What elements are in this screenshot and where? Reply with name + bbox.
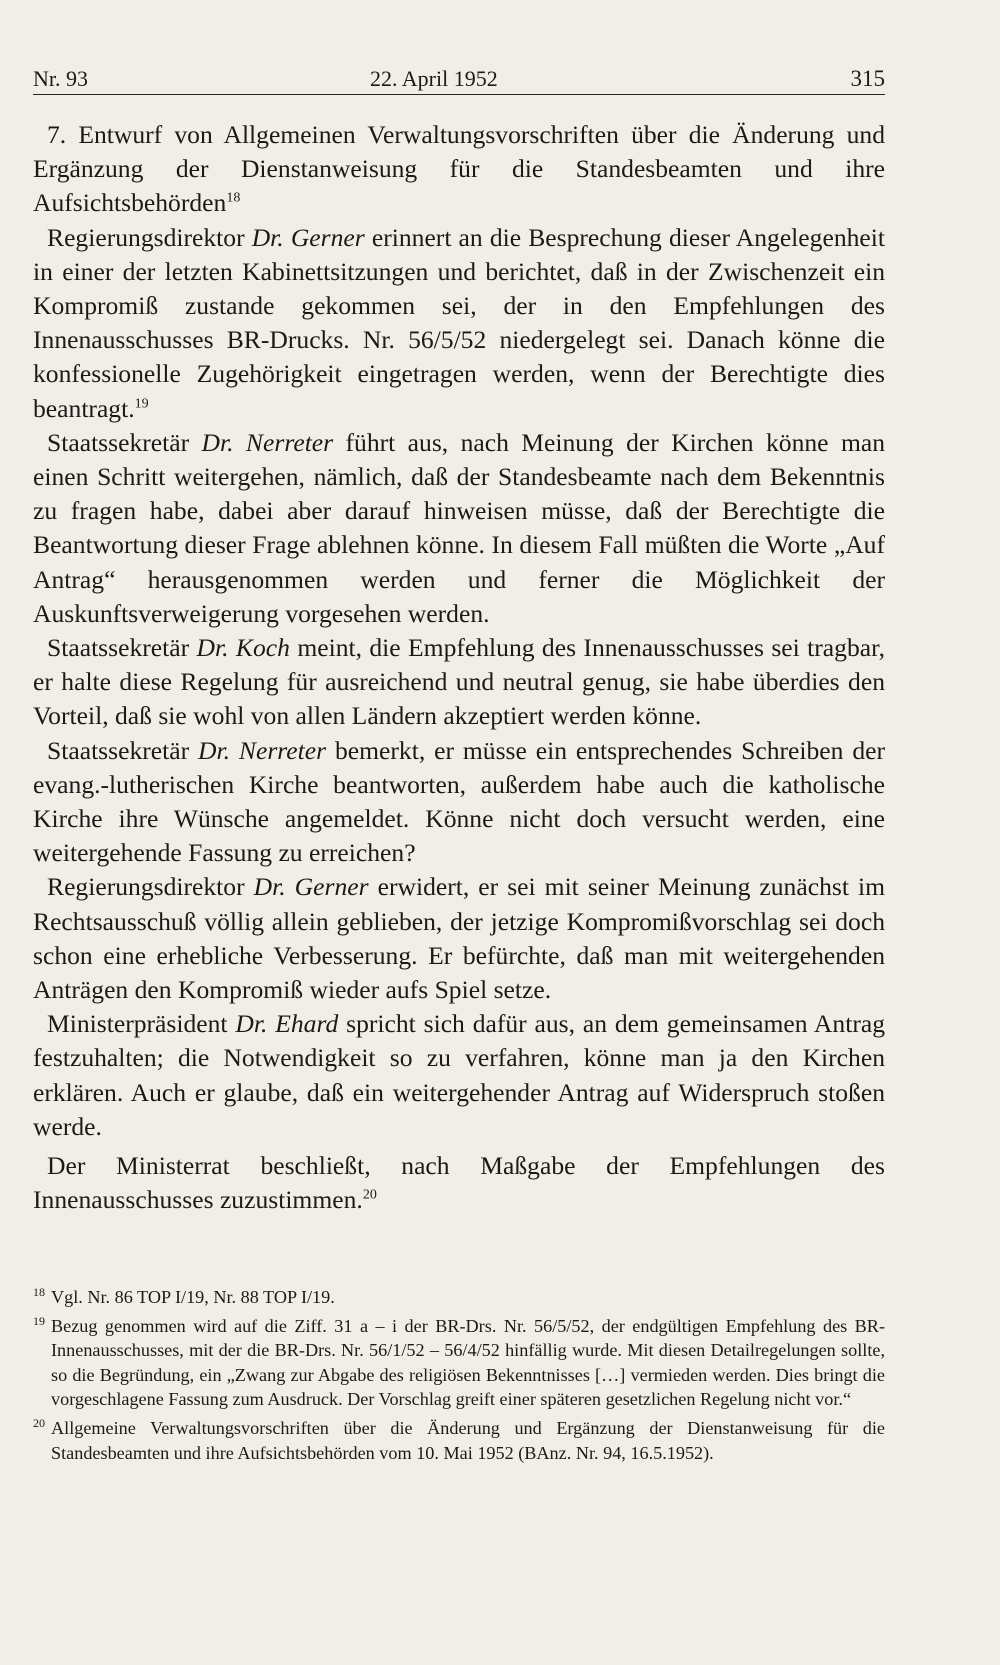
footnote-ref: 20 (362, 1187, 377, 1203)
paragraph: Staatssekretär Dr. Koch meint, die Empfehlung des Innenausschusses sei tragbar, er halte diese Regelung für ausreichend und neutral genug, sie habe überdies den Vorteil, daß sie wohl von allen Ländern akzeptiert werden könne. (33, 633, 885, 731)
page-header (33, 58, 885, 95)
page-number: 315 (850, 66, 885, 91)
speaker-name: Dr. Ehard (235, 1009, 339, 1039)
footnote-text: Vgl. Nr. 86 TOP I/19, Nr. 88 TOP I/19. (51, 1287, 335, 1307)
footnote-mark: 19 (33, 1313, 45, 1328)
footnote-ref: 18 (226, 190, 241, 206)
footnote (33, 1285, 885, 1310)
body-text (33, 118, 885, 1218)
paragraph: Ministerpräsident Dr. Ehard spricht sich dafür aus, an dem gemeinsamen Antrag festzuhalten; die Notwendigkeit so zu verfahren, könne man ja den Kirchen erklären. Auch er glaube, daß ein weitergehender Antrag auf Widerspruch stoßen werde. (33, 1009, 886, 1141)
footnote (33, 1416, 885, 1465)
footnote-text: Allgemeine Verwaltungsvorschriften über die Änderung und Ergänzung der Dienstanweisung für die Standesbeamten und ihre Aufsichtsbehörden vom 10. Mai 1952 (BAnz. Nr. 94, 16.5.1952). (51, 1417, 885, 1463)
footnote-mark: 18 (33, 1285, 45, 1299)
paragraph: Regierungsdirektor Dr. Gerner erinnert an die Besprechung dieser Angelegenheit in einer der letzten Kabinettsitzungen und berichtet, daß in der Zwischenzeit ein Kompromiß zustande gekommen sei, der in den Empfehlungen des Innenausschusses BR-Drucks. Nr. 56/5/52 niedergelegt sei. Danach könne die konfessionelle Zugehörigkeit eingetragen werden, wenn der Berechtigte dies beantragt.$^{19}$ (33, 222, 885, 423)
speaker-name: Dr. Gerner (251, 222, 365, 252)
agenda-item-title: 7. Entwurf von Allgemeinen Verwaltungsvorschriften über die Änderung und Ergänzung der Dienstanweisung für die Standesbeamten und ihre Aufsichtsbehörden$^{18}$ (33, 120, 885, 218)
footnotes (33, 1285, 885, 1469)
speaker-name: Dr. Nerreter (201, 427, 334, 457)
speaker-name: Dr. Gerner (253, 872, 369, 902)
footnote (33, 1314, 885, 1412)
header-date: 22. April 1952 (370, 66, 498, 91)
footnote-mark: 20 (33, 1415, 45, 1430)
speaker-name: Dr. Nerreter (198, 735, 327, 765)
paragraph: Staatssekretär Dr. Nerreter bemerkt, er müsse ein entsprechendes Schreiben der evang.-lutherischen Kirche beantworten, außerdem habe auch die katholische Kirche ihre Wünsche angemeldet. Könne nicht doch versucht werden, eine weitergehende Fassung zu erreichen? (33, 735, 886, 868)
footnote-text: Bezug genommen wird auf die Ziff. 31 a – i der BR-Drs. Nr. 56/5/52, der endgültigen Empfehlung des BR-Innenausschusses, mit der die BR-Drs. Nr. 56/1/52 – 56/4/52 hinfällig wurde. Mit diesen Detailregelungen sollte, so die Begründung, ein „Zwang zur Abgabe des religiösen Bekenntnisses […] vermieden werden. Dies bringt die vorgeschlagene Fassung zum Ausdruck. Der Vorschlag greift einer späteren gesetzlichen Regelung nicht vor.“ (51, 1315, 885, 1410)
paragraph: Regierungsdirektor Dr. Gerner erwidert, er sei mit seiner Meinung zunächst im Rechtsausschuß völlig allein geblieben, der jetzige Kompromißvorschlag sei doch schon eine erhebliche Verbesserung. Er befürchte, daß man mit weitergehenden Anträgen den Kompromiß wieder aufs Spiel setze. (33, 872, 885, 1005)
resolution-paragraph: Der Ministerrat beschließt, nach Maßgabe der Empfehlungen des Innenausschusses zuzustimmen.$^{20}$ (33, 1151, 885, 1215)
footnote-ref: 19 (134, 396, 149, 412)
document-number: Nr. 93 (33, 66, 88, 91)
speaker-name: Dr. Koch (196, 633, 290, 663)
paragraph: Staatssekretär Dr. Nerreter führt aus, nach Meinung der Kirchen könne man einen Schritt weitergehen, nämlich, daß der Standesbeamte nach dem Bekenntnis zu fragen habe, dabei aber darauf hinweisen müsse, daß der Berechtigte die Beantwortung dieser Frage ablehnen könne. In diesem Fall müßten die Worte „Auf Antrag“ herausgenommen werden und ferner die Möglichkeit der Auskunftsverweigerung vorgesehen werden. (33, 427, 886, 628)
